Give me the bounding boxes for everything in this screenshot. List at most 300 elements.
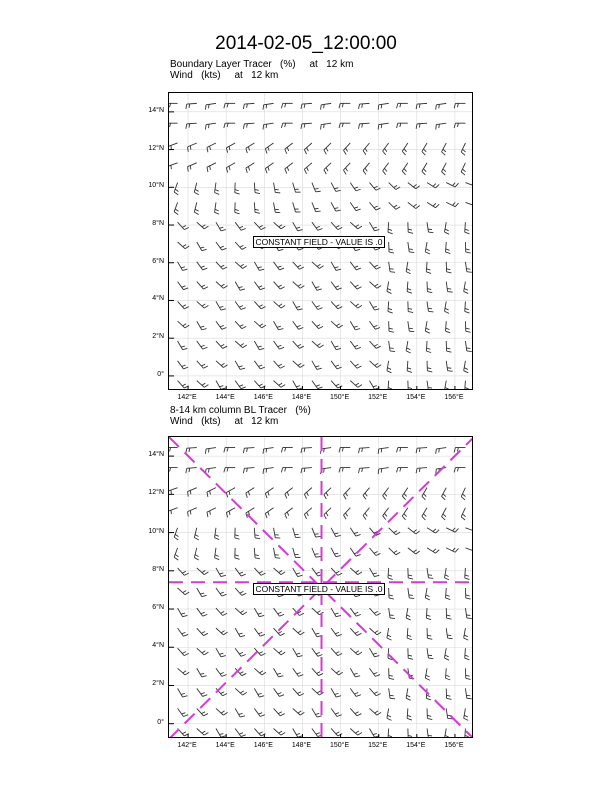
wind-barb-flag [297, 325, 301, 326]
wind-barb-shaft [197, 321, 202, 330]
wind-barb-flag [377, 365, 381, 368]
wind-barb-flag [445, 229, 449, 231]
wind-barb-flag [338, 734, 342, 736]
wind-barb-shaft [324, 163, 331, 170]
wind-barb-flag [281, 226, 285, 229]
wind-barb-flag [298, 230, 303, 231]
wind-barb-shaft [293, 648, 298, 657]
wind-barb [331, 361, 342, 369]
wind-barb-flag [444, 311, 449, 313]
wind-barb [226, 508, 235, 518]
wind-barb [169, 163, 178, 171]
wind-barb-flag [355, 249, 360, 250]
wind-barb-flag [183, 634, 188, 636]
wind-barb-shaft [216, 668, 222, 676]
wind-barb-flag [183, 591, 186, 593]
wind-barb-flag [315, 287, 319, 288]
wind-barb-shaft [216, 568, 221, 577]
wind-barb-shaft [274, 282, 281, 289]
wind-barb-flag [263, 449, 264, 454]
wind-barb [464, 282, 469, 294]
wind-barb-flag [248, 166, 249, 170]
wind-barb [446, 688, 451, 699]
wind-barb-flag [336, 324, 339, 326]
wind-barb-flag [202, 249, 207, 250]
wind-barb [235, 728, 246, 736]
wind-barb-shaft [446, 708, 447, 718]
wind-barb [461, 143, 465, 155]
wind-barb-shaft [293, 628, 300, 635]
wind-barb-flag [297, 265, 301, 267]
wind-barb [350, 341, 361, 349]
wind-barb-flag [407, 348, 411, 350]
wind-barb [465, 301, 470, 313]
wind-barb [388, 381, 393, 390]
wind-barb-shaft [446, 321, 447, 331]
wind-barb-shaft [178, 381, 185, 388]
wind-barb-shaft [235, 222, 241, 230]
wind-barb-flag [413, 530, 416, 532]
wind-barb-flag [221, 388, 226, 389]
wind-barb-shaft [465, 728, 466, 738]
wind-barb-shaft [407, 282, 408, 292]
wind-barb-flag [170, 123, 171, 127]
wind-barb [197, 728, 209, 735]
wind-barb-flag [404, 149, 407, 152]
wind-barb-shaft [461, 143, 465, 152]
wind-barb-flag [186, 468, 187, 473]
wind-barb-shaft [197, 668, 202, 677]
wind-barb-flag [240, 344, 243, 346]
wind-barb-shaft [246, 508, 254, 513]
wind-barb-flag [268, 167, 269, 171]
wind-barb-flag [297, 692, 301, 694]
wind-barb-flag [226, 168, 227, 173]
wind-barb-flag [182, 226, 186, 228]
wind-barb-flag [317, 368, 322, 369]
wind-barb [215, 548, 220, 560]
wind-barb [350, 568, 362, 575]
wind-barb-flag [472, 182, 473, 185]
x-tick-label: 142°E [177, 394, 197, 401]
wind-barb-shaft [244, 123, 254, 124]
wind-barb-shaft [302, 123, 312, 124]
wind-barb-flag [390, 351, 395, 352]
wind-barb-flag [280, 366, 284, 368]
wind-barb [224, 448, 235, 453]
wind-barb [281, 468, 292, 473]
wind-barb-flag [389, 678, 394, 679]
wind-barb [408, 648, 413, 659]
wind-barb [174, 183, 178, 195]
wind-barb-flag [336, 696, 341, 697]
wind-barb-shaft [446, 361, 447, 371]
wind-barb-flag [194, 558, 198, 560]
wind-barb-flag [376, 553, 381, 555]
wind-barb-flag [240, 716, 245, 717]
wind-barb-flag [241, 574, 246, 576]
wind-barb-shaft [406, 608, 408, 618]
wind-barb-shaft [312, 222, 318, 230]
wind-barb [446, 282, 452, 293]
wind-barb-shaft [312, 568, 318, 576]
wind-barb [205, 448, 216, 454]
wind-barb-flag [397, 103, 398, 108]
wind-barb-flag [428, 578, 433, 579]
wind-barb [427, 222, 433, 233]
wind-barb-flag [387, 718, 392, 720]
wind-barb-shaft [254, 728, 261, 735]
wind-barb-shaft [426, 608, 427, 618]
x-tick-label: 156°E [444, 394, 464, 401]
wind-barb-shaft [169, 143, 178, 146]
wind-barb-flag [316, 733, 320, 734]
wind-barb [197, 588, 207, 597]
wind-barb-shaft [408, 242, 409, 252]
wind-barb-flag [175, 189, 178, 191]
wind-barb-flag [407, 695, 411, 697]
wind-barb [178, 688, 188, 697]
wind-barb-shaft [446, 668, 447, 678]
wind-barb-flag [365, 148, 367, 151]
wind-barb-shaft [369, 568, 374, 577]
wind-barb [169, 508, 178, 516]
wind-barb-shaft [387, 708, 389, 718]
wind-barb-flag [317, 289, 322, 290]
wind-barb-flag [281, 652, 285, 655]
wind-barb-flag [221, 265, 225, 267]
wind-barb-shaft [274, 381, 281, 388]
wind-barb [274, 301, 286, 308]
wind-barb-flag [220, 246, 224, 247]
wind-barb-shaft [178, 608, 183, 617]
wind-barb [331, 341, 341, 350]
wind-barb [324, 508, 331, 519]
wind-barb-flag [174, 557, 178, 560]
wind-barb-flag [343, 170, 346, 174]
wind-barb-flag [210, 511, 211, 515]
wind-barb [465, 688, 471, 699]
wind-barb [444, 222, 449, 234]
y-tick-label: 14°N [148, 451, 164, 459]
wind-barb [446, 628, 452, 639]
wind-barb [369, 648, 379, 657]
wind-barb-flag [241, 228, 246, 230]
wind-barb [427, 381, 433, 390]
wind-barb-flag [202, 304, 205, 306]
wind-barb-flag [259, 305, 263, 307]
wind-barb-flag [388, 388, 392, 389]
wind-barb-flag [373, 734, 377, 735]
wind-barb [178, 321, 190, 328]
wind-barb-flag [182, 632, 186, 633]
wind-barb-flag [377, 286, 381, 289]
wind-barb-flag [427, 371, 432, 372]
wind-barb-flag [299, 267, 303, 269]
wind-barb-flag [433, 549, 436, 552]
wind-barb-flag [182, 713, 186, 714]
wind-barb-flag [338, 307, 342, 309]
wind-barb [446, 588, 451, 600]
wind-barb-flag [402, 496, 405, 500]
wind-barb-flag [221, 230, 226, 231]
y-tick-label: 10°N [148, 527, 164, 535]
wind-barb-shaft [369, 548, 375, 556]
wind-barb [235, 341, 247, 348]
wind-barb-shaft [388, 301, 389, 311]
wind-barb [281, 448, 292, 453]
wind-barb-flag [319, 266, 323, 269]
wind-barb [274, 341, 285, 349]
wind-barb-shaft [331, 628, 337, 636]
wind-barb-flag [444, 658, 449, 660]
wind-barb-flag [189, 104, 190, 108]
wind-barb-shaft [389, 548, 396, 555]
wind-barb-flag [428, 311, 433, 312]
wind-barb-shaft [235, 588, 242, 595]
wind-barb-shaft [285, 508, 293, 514]
wind-barb-flag [358, 572, 362, 575]
wind-barb [274, 568, 286, 575]
wind-barb-shaft [197, 242, 202, 251]
wind-barb-flag [262, 325, 266, 328]
wind-barb-flag [316, 191, 321, 192]
wind-barb-shaft [369, 688, 376, 695]
wind-barb [207, 163, 216, 172]
wind-barb-shaft [293, 568, 298, 577]
wind-barb-flag [281, 572, 285, 575]
wind-barb-shaft [426, 341, 427, 351]
wind-barb-flag [203, 268, 208, 270]
wind-barb-flag [336, 535, 341, 536]
wind-barb-flag [426, 618, 431, 620]
wind-barb-flag [461, 172, 465, 175]
wind-barb-flag [457, 448, 458, 452]
wind-barb-flag [387, 368, 391, 370]
wind-barb-shaft [235, 728, 241, 736]
wind-barb-flag [281, 468, 282, 473]
wind-barb [387, 628, 392, 640]
y-tick-label: 6°N [152, 604, 164, 612]
wind-barb-shaft [215, 548, 216, 558]
wind-barb [407, 708, 412, 720]
wind-barb-flag [363, 151, 366, 155]
wind-barb-flag [246, 493, 247, 498]
wind-barb-flag [448, 638, 453, 639]
wind-barb-flag [203, 287, 207, 289]
wind-barb [178, 668, 190, 675]
wind-barb [454, 103, 465, 108]
wind-barb-flag [409, 598, 414, 599]
wind-barb-flag [374, 265, 378, 267]
wind-barb-flag [363, 515, 366, 519]
wind-barb-flag [279, 614, 284, 616]
wind-barb [312, 341, 324, 348]
wind-barb-flag [413, 550, 416, 552]
wind-barb-flag [201, 345, 205, 346]
wind-barb-shaft [264, 468, 274, 469]
wind-barb-shaft [293, 202, 296, 212]
wind-barb-flag [343, 150, 346, 154]
wind-barb-flag [446, 252, 451, 254]
wind-barb-flag [321, 105, 322, 110]
wind-barb-flag [201, 632, 205, 634]
wind-barb-flag [200, 247, 204, 248]
wind-barb-shaft [206, 468, 216, 469]
wind-barb-flag [221, 344, 225, 346]
wind-barb-shaft [254, 668, 261, 675]
wind-barb [389, 341, 395, 352]
wind-barb-flag [280, 633, 284, 635]
wind-barb-flag [261, 734, 265, 736]
wind-barb-flag [388, 232, 393, 234]
wind-barb-shaft [178, 668, 185, 675]
wind-barb-flag [375, 711, 378, 713]
wind-barb-flag [356, 347, 361, 349]
wind-barb [293, 222, 303, 231]
wind-barb-shaft [407, 628, 408, 638]
wind-barb-flag [296, 653, 300, 654]
wind-barb [446, 668, 451, 680]
wind-barb-flag [388, 578, 393, 580]
wind-barb [359, 448, 370, 454]
wind-barb-shaft [216, 222, 221, 231]
wind-barb-flag [408, 735, 412, 736]
wind-barb-shaft [350, 728, 357, 735]
wind-barb-flag [296, 227, 300, 228]
x-tick-label: 146°E [253, 742, 273, 749]
wind-barb-flag [318, 228, 323, 230]
wind-barb-flag [357, 633, 361, 635]
wind-barb-flag [265, 169, 267, 174]
wind-barb-shaft [343, 143, 350, 150]
wind-barb-shaft [293, 728, 298, 737]
wind-barb-flag [355, 731, 358, 733]
wind-barb-flag [356, 534, 361, 536]
wind-barb [265, 163, 273, 173]
wind-barb [343, 488, 350, 500]
wind-barb-shaft [274, 688, 280, 696]
wind-barb-flag [355, 676, 360, 677]
wind-barb-shaft [178, 648, 185, 655]
wind-barb-shaft [426, 262, 427, 272]
wind-barb-shaft [350, 688, 356, 696]
wind-barb [312, 282, 322, 291]
wind-barb-shaft [197, 568, 204, 575]
wind-barb-flag [243, 692, 247, 695]
wind-barb-flag [365, 493, 367, 496]
wind-barb-flag [247, 448, 248, 452]
wind-barb-flag [279, 249, 284, 250]
wind-barb-flag [224, 468, 225, 473]
wind-barb-flag [279, 304, 282, 306]
wind-barb [312, 548, 321, 557]
x-tick-label: 154°E [406, 742, 426, 749]
wind-barb-flag [373, 573, 377, 574]
wind-barb [321, 103, 332, 109]
wind-barb-flag [336, 615, 341, 616]
wind-barb [188, 163, 197, 172]
wind-barb-flag [317, 325, 321, 327]
wind-barb-flag [279, 676, 284, 677]
wind-barb-flag [219, 734, 223, 735]
wind-barb-shaft [254, 381, 261, 388]
wind-barb-flag [255, 190, 259, 191]
wind-barb-shaft [331, 222, 338, 229]
wind-barb-shaft [216, 301, 221, 310]
wind-barb-flag [465, 735, 469, 736]
wind-barb [293, 648, 303, 657]
wind-barb-flag [358, 305, 362, 308]
wind-barb [387, 282, 392, 294]
wind-barb-flag [407, 718, 412, 720]
wind-barb [426, 262, 431, 274]
wind-barb-flag [189, 468, 190, 472]
wind-barb [446, 202, 458, 206]
wind-barb-flag [389, 331, 394, 332]
wind-barb [312, 202, 321, 211]
wind-barb [425, 588, 430, 600]
wind-barb-flag [389, 595, 393, 596]
wind-barb [442, 508, 447, 520]
wind-barb-flag [258, 613, 262, 614]
wind-barb-shaft [350, 568, 357, 575]
wind-barb [254, 361, 265, 369]
wind-barb-shaft [197, 648, 204, 655]
wind-barb [197, 688, 208, 696]
wind-barb-flag [223, 286, 227, 289]
wind-barb-flag [445, 655, 449, 657]
wind-barb [350, 628, 361, 635]
wind-barb-flag [287, 167, 289, 171]
wind-barb-shaft [321, 123, 331, 124]
wind-barb-flag [243, 266, 247, 269]
wind-barb-flag [279, 383, 282, 385]
wind-barb [324, 488, 331, 499]
wind-barb [178, 242, 190, 249]
wind-barb-flag [202, 676, 207, 677]
wind-barb-flag [175, 554, 178, 556]
wind-barb-shaft [207, 508, 216, 512]
wind-barb-shaft [406, 688, 408, 698]
wind-barb-shaft [244, 448, 254, 449]
wind-barb-flag [337, 715, 342, 717]
wind-barb-flag [219, 653, 223, 654]
wind-barb-flag [465, 311, 470, 313]
wind-barb-flag [388, 575, 392, 576]
wind-barb [216, 361, 228, 368]
wind-barb-flag [384, 149, 386, 152]
wind-barb-flag [181, 693, 185, 694]
wind-barb-shaft [389, 608, 390, 618]
wind-barb-shaft [293, 282, 300, 289]
wind-barb-flag [461, 517, 465, 520]
wind-barb [388, 222, 393, 234]
wind-barb-shaft [188, 163, 197, 167]
wind-barb-flag [354, 612, 358, 613]
wind-barb [194, 528, 198, 540]
wind-barb [408, 321, 414, 332]
wind-barb-flag [287, 147, 289, 151]
wind-barb-flag [215, 558, 220, 560]
wind-barb-shaft [350, 548, 356, 556]
wind-barb-flag [318, 387, 323, 389]
wind-barb-flag [390, 618, 395, 619]
wind-barb [215, 528, 220, 540]
wind-barb-flag [239, 366, 243, 367]
wind-barb-shaft [427, 728, 428, 738]
wind-barb [186, 123, 197, 129]
